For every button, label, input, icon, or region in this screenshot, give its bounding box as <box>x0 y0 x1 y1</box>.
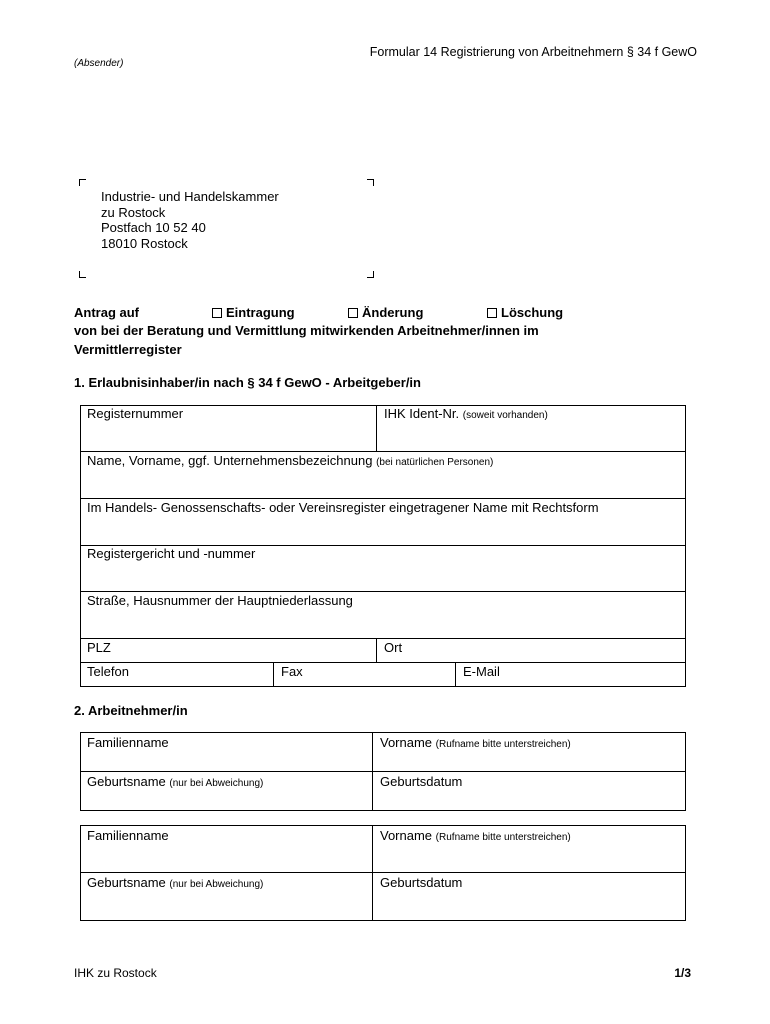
geburtsname-field[interactable]: Geburtsname (nur bei Abweichung) <box>87 875 264 890</box>
antrag-text: Vermittlerregister <box>74 342 182 357</box>
fax-field[interactable]: Fax <box>281 664 303 679</box>
checkbox-aenderung[interactable] <box>348 308 358 318</box>
address-corner-mark <box>367 271 374 278</box>
antrag-label: Antrag auf <box>74 305 139 320</box>
option-label: Löschung <box>501 305 564 320</box>
vorname-field[interactable]: Vorname (Rufname bitte unterstreichen) <box>380 735 571 750</box>
address-line: zu Rostock <box>101 204 166 220</box>
sender-label: (Absender) <box>74 58 124 69</box>
familienname-field[interactable]: Familienname <box>87 828 169 843</box>
page-number: 1/3 <box>674 966 691 980</box>
checkbox-loeschung[interactable] <box>487 308 497 318</box>
ort-field[interactable]: Ort <box>384 640 403 655</box>
telefon-field[interactable]: Telefon <box>87 664 129 679</box>
geburtsdatum-field[interactable]: Geburtsdatum <box>380 774 463 789</box>
address-line: 18010 Rostock <box>101 235 188 251</box>
form-title: Formular 14 Registrierung von Arbeitnehmern § 34 f GewO <box>369 45 697 59</box>
registergericht-field[interactable]: Registergericht und -nummer <box>87 546 256 561</box>
option-loeschung[interactable] <box>487 305 563 320</box>
section1-title: 1. Erlaubnisinhaber/in nach § 34 f GewO - Arbeitgeber/in <box>74 375 421 390</box>
address-line: Industrie- und Handelskammer <box>101 189 279 204</box>
geburtsname-field[interactable]: Geburtsname (nur bei Abweichung) <box>87 774 264 789</box>
registernummer-field[interactable]: Registernummer <box>87 406 184 421</box>
option-label: Eintragung <box>226 305 295 320</box>
familienname-field[interactable]: Familienname <box>87 735 169 750</box>
option-label: Änderung <box>362 305 424 320</box>
checkbox-eintragung[interactable] <box>212 308 222 318</box>
strasse-field[interactable]: Straße, Hausnummer der Hauptniederlassung <box>87 593 353 608</box>
address-corner-mark <box>79 271 86 278</box>
vorname-field[interactable]: Vorname (Rufname bitte unterstreichen) <box>380 828 571 843</box>
name-field[interactable]: Name, Vorname, ggf. Unternehmensbezeichnung (bei natürlichen Personen) <box>87 453 494 468</box>
option-aenderung[interactable] <box>348 305 423 320</box>
recipient-address <box>101 189 279 251</box>
section2-title: 2. Arbeitnehmer/in <box>74 703 188 718</box>
address-line: Postfach 10 52 40 <box>101 220 206 235</box>
ihk-ident-field[interactable]: IHK Ident-Nr. (soweit vorhanden) <box>384 406 548 421</box>
antrag-text: von bei der Beratung und Vermittlung mitwirkenden Arbeitnehmer/innen im <box>74 323 539 338</box>
address-corner-mark <box>79 179 86 186</box>
plz-field[interactable]: PLZ <box>87 640 111 655</box>
geburtsdatum-field[interactable]: Geburtsdatum <box>380 875 463 890</box>
option-eintragung[interactable] <box>212 305 295 320</box>
address-corner-mark <box>367 179 374 186</box>
footer-organization: IHK zu Rostock <box>74 966 157 980</box>
email-field[interactable]: E-Mail <box>463 664 500 679</box>
handelsregister-name-field[interactable]: Im Handels- Genossenschafts- oder Vereinsregister eingetragener Name mit Rechtsform <box>87 500 599 515</box>
